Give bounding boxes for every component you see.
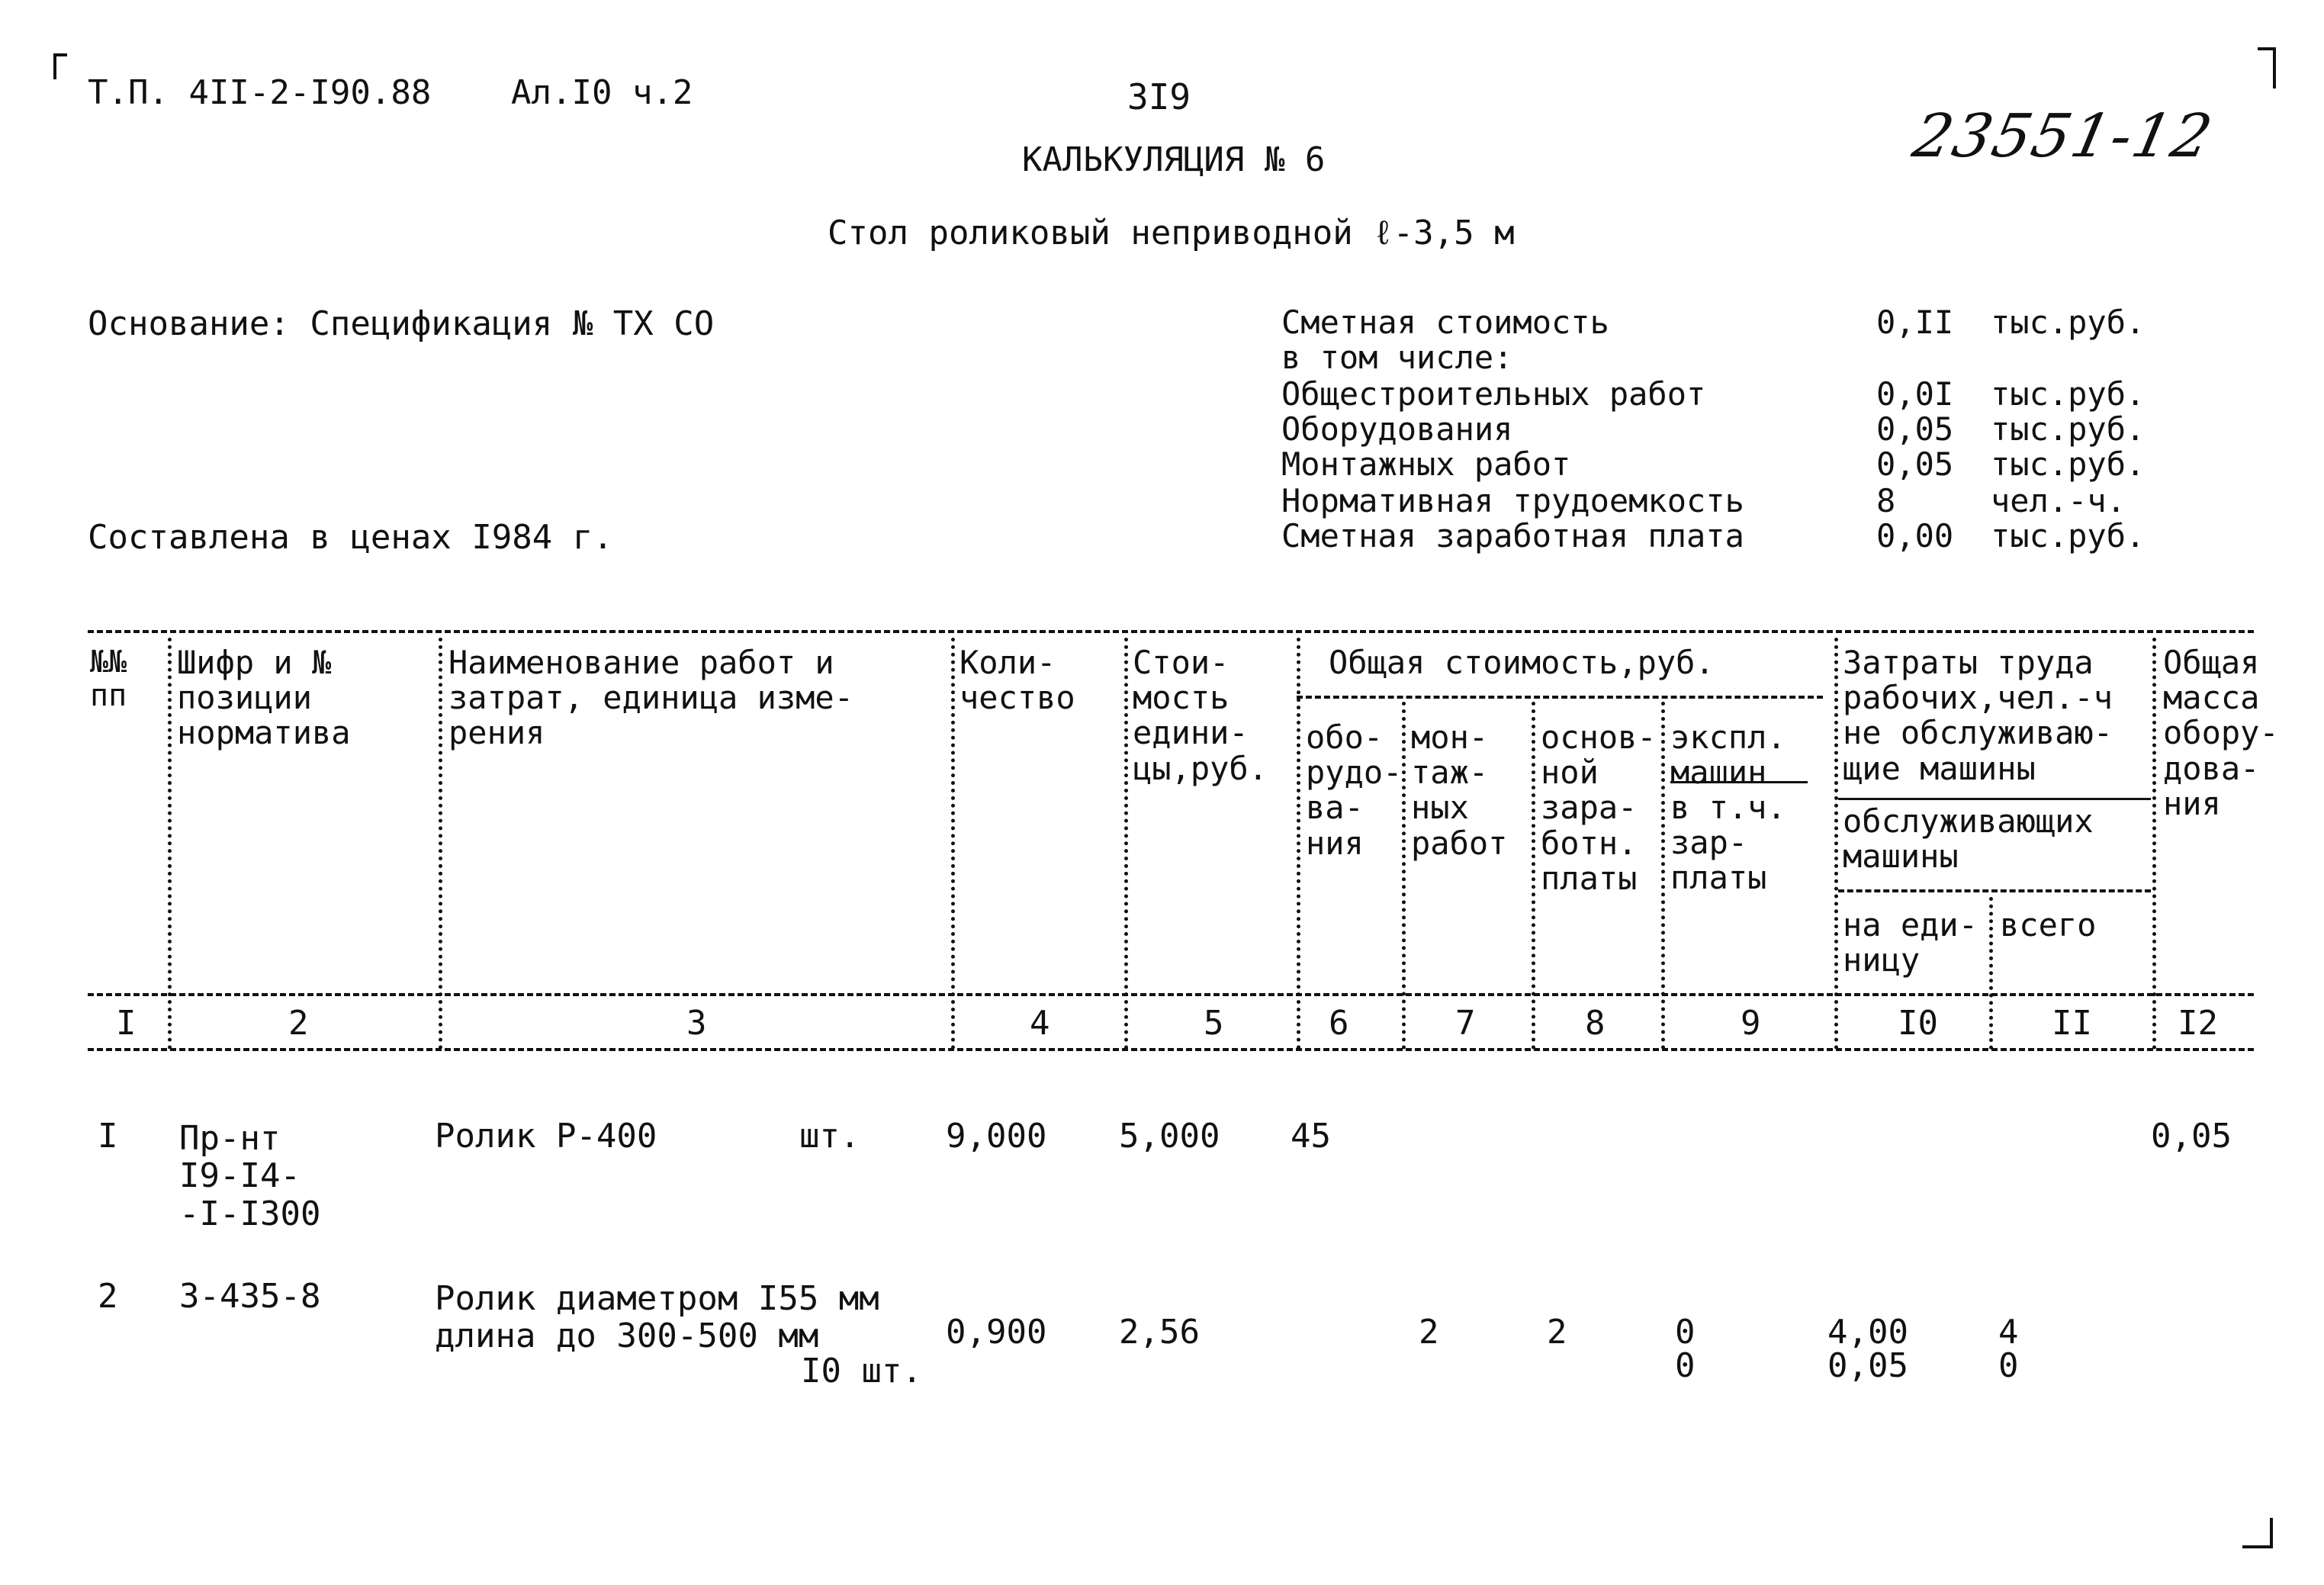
summary-value: 0,00 (1876, 517, 1954, 555)
col-sep (1661, 702, 1665, 1050)
measure-unit: шт. (799, 1117, 860, 1156)
equipment-cost: 45 (1291, 1117, 1331, 1156)
summary-unit: чел.-ч. (1991, 482, 2126, 519)
header-labor-per-unit: на еди- ницу (1843, 906, 1978, 979)
column-number: 5 (1204, 1004, 1224, 1043)
machines-cost: 0 0 (1675, 1313, 1696, 1385)
header-equipment: обо- рудо- ва- ния (1306, 719, 1403, 862)
unit-cost: 5,000 (1119, 1117, 1220, 1156)
column-number: I2 (2178, 1004, 2218, 1043)
summary-value: 8 (1876, 482, 1896, 519)
corner-mark-top-left (53, 53, 67, 79)
corner-mark-top-right (2258, 47, 2276, 88)
header-work-name: Наименование работ и затрат, единица изме- рения (448, 644, 854, 752)
summary-label: Сметная стоимость (1281, 304, 1609, 341)
summary-unit: тыс.руб. (1991, 304, 2146, 341)
header-labor-group: Затраты труда рабочих,чел.-ч не обслуживаю- щие машины (1843, 644, 2113, 787)
header-labor-machines: обслуживающих машины (1843, 802, 2094, 876)
column-number-rule (88, 1048, 2254, 1051)
summary-value: 0,05 (1876, 445, 1954, 483)
col-sep (2152, 638, 2156, 1050)
summary-value: 0,II (1876, 304, 1954, 341)
header-installation: мон- таж- ных работ (1411, 719, 1508, 862)
col-sep (1532, 702, 1535, 1050)
header-bottom-rule (88, 993, 2254, 996)
work-name: Ролик Р-400 (435, 1117, 657, 1156)
summary-label: в том числе: (1281, 339, 1513, 376)
col-sep (1989, 897, 1993, 1050)
header-base-wages: основ- ной зара- ботн. платы (1541, 719, 1657, 897)
summary-label: Сметная заработная плата (1281, 517, 1744, 555)
column-number: 7 (1455, 1004, 1476, 1043)
column-number: 3 (686, 1004, 707, 1043)
summary-unit: тыс.руб. (1991, 375, 2146, 413)
header-row-number: №№ пп (90, 645, 127, 713)
summary-label: Общестроительных работ (1281, 375, 1706, 413)
album-reference: Ал.I0 ч.2 (511, 73, 693, 112)
norm-code: 3-435-8 (179, 1277, 321, 1316)
column-number: 6 (1329, 1004, 1349, 1043)
labor-divider-line (1838, 798, 2151, 800)
labor-sub-rule (1838, 889, 2151, 892)
column-number: I (116, 1004, 137, 1043)
table-top-rule (88, 630, 2254, 633)
header-total-mass: Общая масса обору- дова- ния (2163, 644, 2279, 822)
header-unit-cost: Стои- мость едини- цы,руб. (1133, 644, 1268, 787)
col-sep (168, 638, 172, 1050)
col-sep (951, 638, 955, 1050)
row-number: I (98, 1117, 118, 1156)
norm-code: Пр-нт I9-I4- -I-I300 (179, 1119, 321, 1233)
column-number: 8 (1585, 1004, 1606, 1043)
doc-reference: Т.П. 4II-2-I90.88 (88, 73, 432, 112)
col-sep (1402, 702, 1406, 1050)
page-number: 3I9 (1127, 76, 1191, 117)
col-sep (439, 638, 442, 1050)
total-mass: 0,05 (2151, 1117, 2232, 1156)
column-number: 9 (1741, 1004, 1761, 1043)
header-total-cost-group: Общая стоимость,руб. (1329, 644, 1715, 681)
base-wages: 2 (1547, 1313, 1567, 1352)
quantity: 9,000 (946, 1117, 1047, 1156)
labor-total: 4 0 (1998, 1313, 2019, 1385)
document-title: КАЛЬКУЛЯЦИЯ № 6 (1022, 140, 1326, 179)
col-sep (1834, 638, 1838, 1050)
header-quantity: Коли- чество (959, 644, 1075, 717)
row-number: 2 (98, 1277, 118, 1316)
measure-unit: I0 шт. (801, 1352, 922, 1390)
col-sep (1124, 638, 1128, 1050)
corner-mark-bottom-right (2242, 1518, 2273, 1548)
unit-cost: 2,56 (1119, 1313, 1200, 1352)
labor-per-unit: 4,00 0,05 (1827, 1313, 1908, 1385)
basis-line: Основание: Спецификация № ТХ СО (88, 304, 715, 343)
summary-label: Нормативная трудоемкость (1281, 482, 1744, 519)
column-number: II (2052, 1004, 2092, 1043)
price-level-line: Составлена в ценах I984 г. (88, 518, 613, 557)
work-name: Ролик диаметром I55 мм длина до 300-500 мм (435, 1279, 879, 1356)
summary-unit: тыс.руб. (1991, 445, 2146, 483)
summary-unit: тыс.руб. (1991, 517, 2146, 555)
header-labor-total: всего (2000, 906, 2097, 944)
column-number: 4 (1030, 1004, 1050, 1043)
column-number: I0 (1898, 1004, 1938, 1043)
handwritten-inventory-number: 23551-12 (1907, 102, 2220, 171)
cost-group-rule (1297, 696, 1823, 699)
installation-cost: 2 (1419, 1313, 1439, 1352)
summary-label: Оборудования (1281, 410, 1513, 448)
document-subtitle: Стол роликовый неприводной ℓ-3,5 м (828, 214, 1515, 252)
summary-label: Монтажных работ (1281, 445, 1571, 483)
quantity: 0,900 (946, 1313, 1047, 1352)
col-sep (1297, 638, 1300, 1050)
summary-value: 0,0I (1876, 375, 1954, 413)
summary-value: 0,05 (1876, 410, 1954, 448)
header-machines: экспл. машин (1670, 719, 1786, 792)
header-machines-wages: в т.ч. зар- платы (1670, 789, 1786, 897)
summary-unit: тыс.руб. (1991, 410, 2146, 448)
column-number: 2 (288, 1004, 309, 1043)
header-norm-code: Шифр и № позиции норматива (177, 644, 351, 752)
